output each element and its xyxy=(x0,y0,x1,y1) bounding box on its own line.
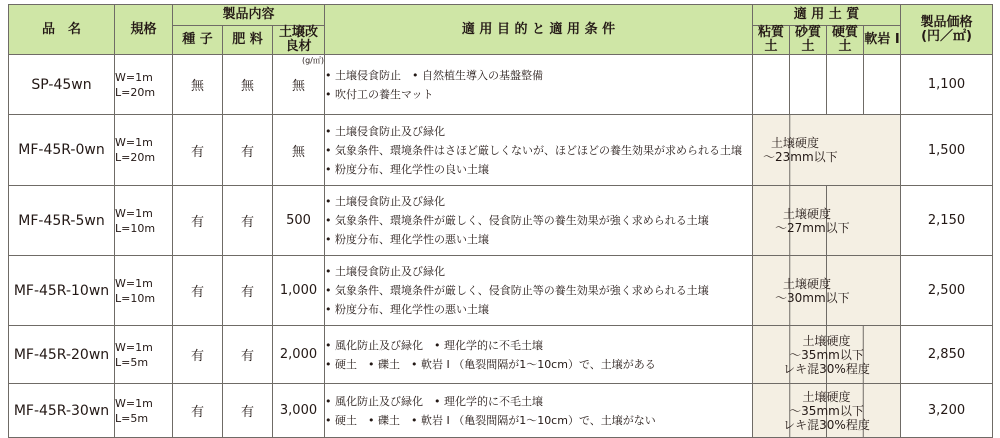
header-fertilizer: 肥 料 xyxy=(223,26,273,55)
spec-length: L=20m xyxy=(115,85,156,99)
soil-label-line: ～27mm以下 xyxy=(775,220,850,235)
soil-label xyxy=(753,136,900,164)
soil-applicability xyxy=(753,115,901,186)
product-name: SP-45wn xyxy=(9,55,115,115)
soil-label-line: 土壌硬度 xyxy=(802,389,851,404)
product-spec xyxy=(115,256,173,326)
conditions xyxy=(325,256,753,326)
table-row xyxy=(9,186,993,256)
seed-value: 無 xyxy=(173,55,223,115)
soil-label xyxy=(753,390,900,432)
product-name: MF-45R-20wn xyxy=(9,326,115,384)
soil-label-line: ～23mm以下 xyxy=(763,150,838,164)
condition-line: • 気象条件、環境条件はさほど厳しくないが、ほどほどの養生効果が求められる土壌 xyxy=(325,143,742,157)
fertilizer-value: 無 xyxy=(223,55,273,115)
spec-length: L=5m xyxy=(115,355,149,369)
soil-label-line: ～30mm以下 xyxy=(775,290,850,305)
table-row xyxy=(9,55,993,115)
seed-value: 有 xyxy=(173,326,223,384)
soil-label xyxy=(753,277,900,305)
condition-line: • 土壌侵食防止及び緑化 xyxy=(325,124,445,138)
header-soil-improver: 土壌改良材 xyxy=(273,26,325,55)
soil-label xyxy=(753,334,900,376)
condition-line: • 粉度分布、理化学性の悪い土壌 xyxy=(325,233,489,246)
condition-line: • 吹付工の養生マット xyxy=(325,87,434,101)
conditions xyxy=(325,326,753,384)
improver-value: 2,000 xyxy=(273,326,325,384)
fertilizer-value: 有 xyxy=(223,384,273,438)
price-value: 1,500 xyxy=(901,115,993,186)
product-spec xyxy=(115,384,173,438)
product-name: MF-45R-30wn xyxy=(9,384,115,438)
price-value: 1,100 xyxy=(901,55,993,115)
improver-value: 無 xyxy=(273,115,325,186)
condition-line: • 硬土 • 礫土 • 軟岩 I （亀裂間隔が1～10cm）で、土壌がない xyxy=(325,413,656,427)
price-value: 2,500 xyxy=(901,256,993,326)
price-value: 2,150 xyxy=(901,186,993,256)
header-soil-type-sand: 砂質土 xyxy=(790,26,827,55)
spec-width: W=1m xyxy=(115,136,153,149)
fertilizer-value: 有 xyxy=(223,326,273,384)
header-price-label: 製品価格 xyxy=(920,14,973,30)
header-spec: 規格 xyxy=(115,5,173,55)
price-value: 3,200 xyxy=(901,384,993,438)
fertilizer-value: 有 xyxy=(223,186,273,256)
soil-label xyxy=(753,207,900,235)
conditions xyxy=(325,55,753,115)
improver-value-text: 無 xyxy=(291,79,305,94)
condition-line: • 粉度分布、理化学性の悪い土壌 xyxy=(325,303,489,316)
product-name: MF-45R-5wn xyxy=(9,186,115,256)
soil-applicability xyxy=(753,384,901,438)
seed-value: 有 xyxy=(173,115,223,186)
soil-applicability xyxy=(753,186,901,256)
soil-label-line: ～35mm以下 xyxy=(789,347,864,362)
header-soil-type-hard: 硬質土 xyxy=(827,26,864,55)
header-soil-type-clay: 粘質土 xyxy=(753,26,790,55)
product-spec xyxy=(115,186,173,256)
spec-length: L=20m xyxy=(115,151,156,164)
conditions xyxy=(325,384,753,438)
soil-label-line: ～35mm以下 xyxy=(789,403,864,418)
product-spec xyxy=(115,115,173,186)
spec-length: L=10m xyxy=(115,291,156,305)
soil-label-line: 土壌硬度 xyxy=(783,206,832,221)
spec-width: W=1m xyxy=(115,206,153,220)
spec-length: L=10m xyxy=(115,221,156,235)
condition-line: • 土壌侵食防止 • 自然植生導入の基盤整備 xyxy=(325,68,543,82)
header-price xyxy=(901,5,993,55)
soil-cell-soft-rock xyxy=(864,55,901,115)
product-spec-table xyxy=(8,4,993,438)
soil-cell-hard xyxy=(827,55,864,115)
product-name: MF-45R-10wn xyxy=(9,256,115,326)
soil-label-line: 土壌硬度 xyxy=(802,333,851,348)
table-row xyxy=(9,326,993,384)
header-price-unit: (円／㎡) xyxy=(921,28,972,44)
improver-value: 500 xyxy=(273,186,325,256)
condition-line: • 粉度分布、理化学性の良い土壌 xyxy=(325,162,489,176)
condition-line: • 気象条件、環境条件が厳しく、侵食防止等の養生効果が強く求められる土壌 xyxy=(325,284,709,297)
condition-line: • 土壌侵食防止及び緑化 xyxy=(325,195,445,208)
table-row xyxy=(9,384,993,438)
improver-value xyxy=(273,55,325,115)
improver-value: 1,000 xyxy=(273,256,325,326)
seed-value: 有 xyxy=(173,384,223,438)
condition-line: • 気象条件、環境条件が厳しく、侵食防止等の養生効果が強く求められる土壌 xyxy=(325,214,709,227)
header-seed: 種 子 xyxy=(173,26,223,55)
seed-value: 有 xyxy=(173,256,223,326)
header-soil-quality: 適 用 土 質 xyxy=(753,5,901,26)
seed-value: 有 xyxy=(173,186,223,256)
table-row xyxy=(9,115,993,186)
condition-line: • 風化防止及び緑化 • 理化学的に不毛土壌 xyxy=(325,394,543,408)
soil-label-line: レキ混30%程度 xyxy=(783,417,870,432)
spec-width: W=1m xyxy=(115,396,153,410)
product-spec xyxy=(115,326,173,384)
fertilizer-value: 有 xyxy=(223,115,273,186)
soil-cell-sand xyxy=(790,55,827,115)
price-value: 2,850 xyxy=(901,326,993,384)
spec-length: L=5m xyxy=(115,411,149,425)
spec-width: W=1m xyxy=(115,340,153,354)
table-row xyxy=(9,256,993,326)
conditions xyxy=(325,115,753,186)
improver-value: 3,000 xyxy=(273,384,325,438)
soil-label-line: 土壌硬度 xyxy=(771,136,820,150)
conditions xyxy=(325,186,753,256)
spec-width: W=1m xyxy=(115,70,153,84)
soil-applicability xyxy=(753,256,901,326)
header-soil-type-soft-rock: 軟岩 I xyxy=(864,26,901,55)
soil-cell-clay xyxy=(753,55,790,115)
product-name: MF-45R-0wn xyxy=(9,115,115,186)
header-contents: 製品内容 xyxy=(173,5,325,26)
fertilizer-value: 有 xyxy=(223,256,273,326)
header-purpose: 適 用 目 的 と 適 用 条 件 xyxy=(325,5,753,55)
unit-note: (g/㎡) xyxy=(301,56,324,65)
condition-line: • 硬土 • 礫土 • 軟岩 I （亀裂間隔が1～10cm）で、土壌がある xyxy=(325,357,656,371)
condition-line: • 風化防止及び緑化 • 理化学的に不毛土壌 xyxy=(325,338,543,352)
header-product-name: 品 名 xyxy=(9,5,115,55)
condition-line: • 土壌侵食防止及び緑化 xyxy=(325,265,445,278)
soil-applicability xyxy=(753,326,901,384)
soil-label-line: 土壌硬度 xyxy=(783,276,832,291)
spec-width: W=1m xyxy=(115,276,153,290)
product-spec xyxy=(115,55,173,115)
soil-label-line: レキ混30%程度 xyxy=(783,361,870,376)
